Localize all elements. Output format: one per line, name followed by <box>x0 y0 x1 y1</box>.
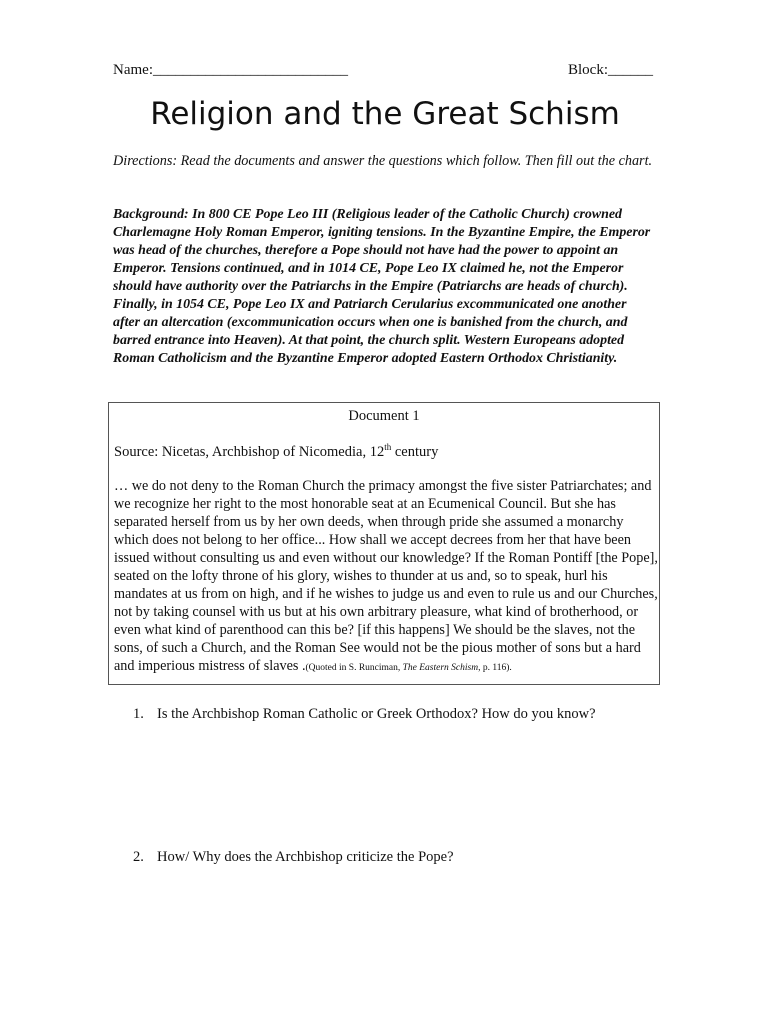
source-superscript: th <box>384 442 392 452</box>
source-text: Source: Nicetas, Archbishop of Nicomedia, 12 <box>114 443 385 460</box>
citation-suffix: , p. 116). <box>478 663 512 673</box>
page-title: Religion and the Great Schism <box>150 96 620 132</box>
question-text: How/ Why does the Archbishop criticize the Pope? <box>157 849 454 865</box>
source-suffix: century <box>391 443 439 460</box>
document-source <box>114 442 438 461</box>
block-field[interactable]: Block:______ <box>568 62 653 78</box>
question-number: 1. <box>133 706 144 722</box>
citation-prefix: (Quoted in S. Runciman, <box>305 663 403 673</box>
citation-book: The Eastern Schism <box>402 663 479 673</box>
header-row <box>113 62 653 82</box>
question-text: Is the Archbishop Roman Catholic or Greek Orthodox? How do you know? <box>157 706 596 722</box>
document-quote <box>114 477 659 677</box>
directions-text: Directions: Read the documents and answer the questions which follow. Then fill out the chart. <box>113 153 653 169</box>
question-1 <box>133 706 596 723</box>
question-2 <box>133 849 454 866</box>
quote-text: … we do not deny to the Roman Church the primacy amongst the five sister Patriarchates; and we recognize her right to the most honorable seat at an Ecumenical Council. But she has separated herself from us by her own deeds, when through pride she assumed a monarchy which does not belong to her office... How shall we accept decrees from her that have been issued without consulting us and even without our knowledge? If the Roman Pontiff [the Pope], seated on the lofty throne of his glory, wishes to thunder at us and, so to speak, hurl his mandates at us from on high, and if he wishes to judge us and even to rule us and our Churches, not by taking counsel with us but at his own arbitrary pleasure, what kind of brotherhood, or even what kind of parenthood can this be? [if this happens] We should be the slaves, not the sons, of such a Church, and the Roman See would not be the pious mother of sons but a hard and imperious mistress of slaves . <box>114 478 658 674</box>
name-field[interactable]: Name:__________________________ <box>113 62 348 78</box>
question-number: 2. <box>133 849 144 865</box>
citation <box>306 663 512 673</box>
background-paragraph: Background: In 800 CE Pope Leo III (Religious leader of the Catholic Church) crowned Charlemagne Holy Roman Emperor, igniting tensions. In the Byzantine Empire, the Emperor was head of the churches, therefore a Pope should not have had the power to appoint an Emperor. Tensions continued, and in 1014 CE, Pope Leo IX claimed he, not the Emperor should have authority over the Patriarchs in the Empire (Patriarchs are heads of church). Finally, in 1054 CE, Pope Leo IX and Patriarch Cerularius excommunicated one another after an altercation (excommunication occurs when one is banished from the church, and barred entrance into Heaven). At that point, the church split. Western Europeans adopted Roman Catholicism and the Byzantine Emperor adopted Eastern Orthodox Christianity. <box>113 207 651 366</box>
document-1-box <box>108 402 660 685</box>
document-title: Document 1 <box>348 408 420 424</box>
